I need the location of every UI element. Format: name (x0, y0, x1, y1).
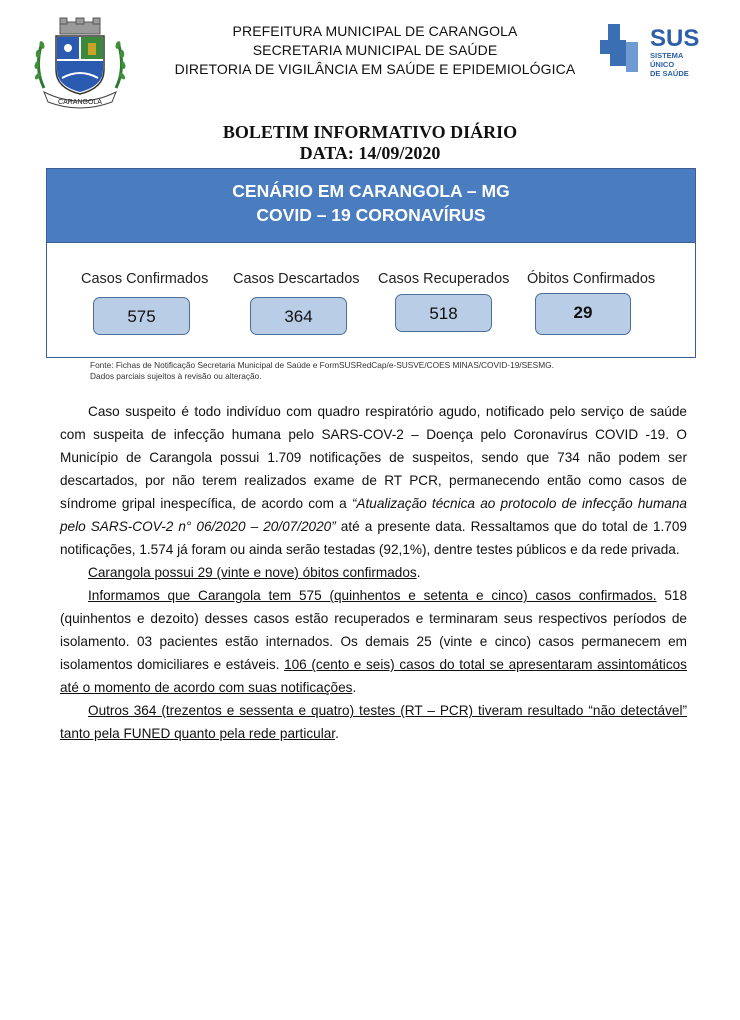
source-note (90, 360, 680, 382)
sus-logo-line3: DE SAÚDE (650, 69, 689, 78)
stat-label-discarded: Casos Descartados (233, 271, 360, 287)
covid-scenario-panel (46, 168, 696, 358)
header-line-prefeitura: PREFEITURA MUNICIPAL DE CARANGOLA (232, 23, 518, 39)
bulletin-title: BOLETIM INFORMATIVO DIÁRIO (222, 122, 518, 142)
crest-ribbon-text: CARANGOLA (58, 99, 102, 106)
bulletin-date: DATA: 14/09/2020 (299, 143, 441, 163)
p4-underlined: Outros 364 (trezentos e sessenta e quatro) testes (RT – PCR) tiveram resultado “não detectável” tanto pela FUNED quanto pela rede particular (60, 703, 687, 741)
paragraph-deaths (60, 561, 687, 584)
stat-value-deaths: 29 (535, 293, 631, 335)
p3-underlined: Informamos que Carangola tem 575 (quinhentos e setenta e cinco) casos confirmados. (88, 588, 657, 603)
header-line-diretoria: DIRETORIA DE VIGILÂNCIA EM SAÚDE E EPIDEMIOLÓGICA (174, 61, 576, 77)
paragraph-discarded-tests (60, 699, 687, 745)
stat-value-recovered: 518 (395, 294, 492, 332)
disclaimer-line: Dados parciais sujeitos à revisão ou alteração. (90, 371, 262, 381)
panel-title-line2: COVID – 19 CORONAVÍRUS (256, 205, 486, 225)
stat-label-confirmed: Casos Confirmados (81, 271, 209, 287)
sus-logo-line2: ÚNICO (650, 60, 675, 69)
stat-label-recovered: Casos Recuperados (378, 271, 510, 287)
p1-text-b: até a presente data. Ressaltamos que do total de 1.709 notificações, 1.574 já foram ou ainda serão testadas (92,1%), dentre testes públicos e da rede privada. (60, 519, 687, 557)
panel-header (47, 169, 695, 243)
bulletin-title-block (0, 122, 740, 164)
sus-logo-text: SUS (650, 25, 700, 52)
p1-italic-reference: “Atualização técnica ao protocolo de infecção humana pelo SARS-COV-2 n° 06/2020 – 20/07/2020” (60, 496, 687, 534)
sus-logo (598, 22, 700, 88)
p3-underlined-asymptomatic: 106 (cento e seis) casos do total se apresentaram assintomáticos até o momento de acordo com suas notificações (60, 657, 687, 695)
paragraph-suspect-cases (60, 400, 687, 561)
source-line: Fonte: Fichas de Notificação Secretaria Municipal de Saúde e FormSUSRedCap/e-SUSVE/COES MINAS/COVID-19/SESMG. (90, 360, 554, 370)
p1-text-a: Caso suspeito é todo indivíduo com quadro respiratório agudo, notificado pelo serviço de saúde com suspeita de infecção humana pelo SARS-COV-2 – Doença pelo Coronavírus COVID -19. O Município de Carangola possui 1.709 notificações de suspeitos, sendo que 734 não podem ser descartados, por não terem realizados exame de RT PCR, permanecendo então como casos de síndrome gripal inespecífica, de acordo com a (60, 404, 687, 511)
header-line-secretaria: SECRETARIA MUNICIPAL DE SAÚDE (252, 42, 498, 58)
p2-end: . (416, 565, 421, 580)
sus-logo-line1: SISTEMA (650, 51, 684, 60)
p4-end: . (335, 726, 339, 741)
bulletin-body (60, 400, 687, 745)
stat-value-confirmed: 575 (93, 297, 190, 335)
p3-end: . (352, 680, 357, 695)
p3-text: 518 (quinhentos e dezoito) desses casos estão recuperados e terminaram seus respectivos períodos de isolamento. 03 pacientes estão internados. Os demais 25 (vinte e cinco) casos permanecem em isolamentos domiciliares e estáveis. (60, 588, 687, 672)
municipal-crest-logo (30, 18, 130, 106)
stat-value-discarded: 364 (250, 297, 347, 335)
panel-title-line1: CENÁRIO EM CARANGOLA – MG (232, 181, 510, 201)
institution-header (140, 22, 610, 79)
p2-underlined: Carangola possui 29 (vinte e nove) óbitos confirmados (88, 565, 417, 580)
stat-label-deaths: Óbitos Confirmados (527, 271, 656, 287)
paragraph-confirmed-cases (60, 584, 687, 699)
